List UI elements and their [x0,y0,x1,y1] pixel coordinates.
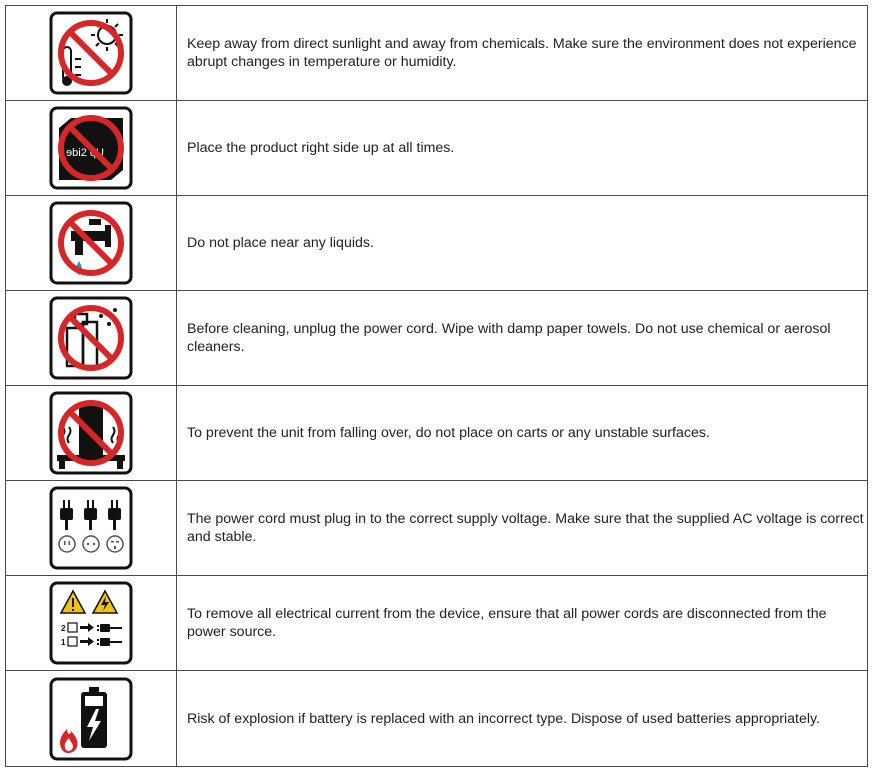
table-row [6,101,868,196]
instruction-text: Do not place near any liquids. [177,196,868,291]
table-row [6,386,868,481]
table-row [6,576,868,671]
instruction-text: The power cord must plug in to the correct supply voltage. Make sure that the supplied AC voltage is correct and stable. [177,481,868,576]
disconnect-power-cords-icon [49,581,133,665]
no-sunlight-chemicals-icon [49,11,133,95]
icon-cell [6,576,177,671]
step-number: 1 [61,638,66,647]
table-row [6,6,868,101]
instruction-text: To prevent the unit from falling over, do not place on carts or any unstable surfaces. [177,386,868,481]
instruction-text: Place the product right side up at all times. [177,101,868,196]
power-plugs-icon [49,486,133,570]
table-row [6,671,868,767]
upright-box-icon [49,106,133,190]
icon-cell [6,196,177,291]
instruction-text: Risk of explosion if battery is replaced with an incorrect type. Dispose of used batteries appropriately. [177,671,868,767]
instruction-text: To remove all electrical current from the device, ensure that all power cords are disconnected from the power source. [177,576,868,671]
icon-cell [6,386,177,481]
instruction-text: Before cleaning, unplug the power cord. Wipe with damp paper towels. Do not use chemical or aerosol cleaners. [177,291,868,386]
box-label: ɘbi2 qU [66,147,104,159]
icon-cell [6,101,177,196]
no-liquids-icon [49,201,133,285]
no-aerosol-cleaner-icon [49,296,133,380]
icon-cell [6,291,177,386]
no-unstable-surface-icon [49,391,133,475]
battery-fire-icon [49,677,133,761]
icon-cell [6,671,177,767]
step-number: 2 [61,624,66,633]
table-row [6,196,868,291]
table-row [6,481,868,576]
icon-cell [6,6,177,101]
safety-instructions-table [5,5,868,767]
instruction-text: Keep away from direct sunlight and away from chemicals. Make sure the environment does not experience abrupt changes in temperature or humidity. [177,6,868,101]
icon-cell [6,481,177,576]
table-row [6,291,868,386]
